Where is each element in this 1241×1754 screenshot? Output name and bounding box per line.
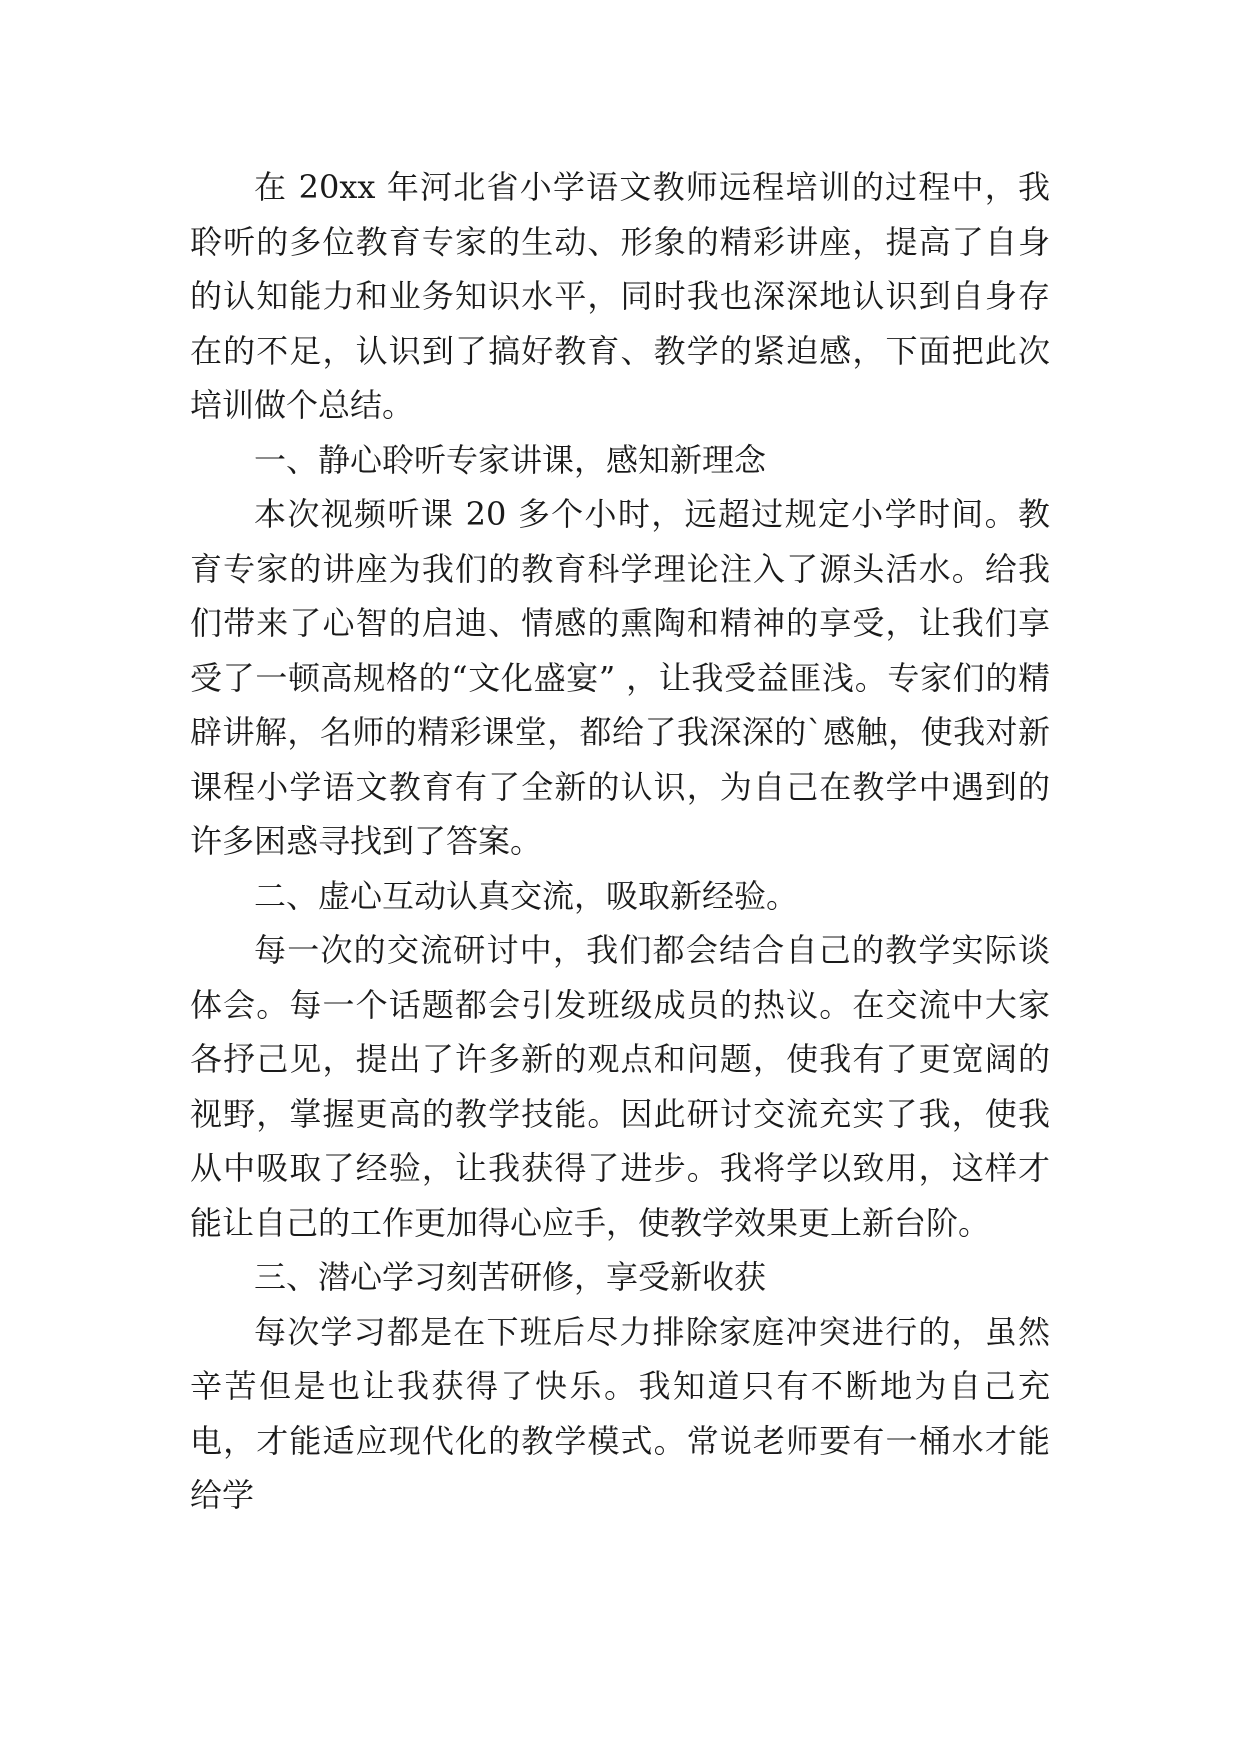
section-heading-1: 一、静心聆听专家讲课，感知新理念 — [254, 440, 767, 479]
section-heading-3: 三、潜心学习刻苦研修，享受新收获 — [254, 1258, 767, 1296]
paragraph-section-2: 每一次的交流研讨中，我们都会结合自己的教学实际谈体会。每一个话题都会引发班级成员的热议。在交流中大家各抒己见，提出了许多新的观点和问题，使我有了更宽阔的视野，掌握更高的教学技能。因此研讨交流充实了我，使我从中吸取了经验，让我获得了进步。我将学以致用，这样才能让自己的工作更加得心应手，使教学效果更上新台阶。 — [190, 931, 1050, 1242]
paragraph-intro: 在 20xx 年河北省小学语文教师远程培训的过程中，我聆听的多位教育专家的生动、形象的精彩讲座，提高了自身的认知能力和业务知识水平，同时我也深深地认识到自身存在的不足，认识到了搞好教育、教学的紧迫感，下面把此次培训做个总结。 — [190, 168, 1050, 424]
paragraph-section-3: 每次学习都是在下班后尽力排除家庭冲突进行的，虽然辛苦但是也让我获得了快乐。我知道只有不断地为自己充电，才能适应现代化的教学模式。常说老师要有一桶水才能给学 — [190, 1312, 1050, 1514]
document-body — [190, 160, 1050, 1523]
paragraph-section-1: 本次视频听课 20 多个小时，远超过规定小学时间。教育专家的讲座为我们的教育科学理论注入了源头活水。给我们带来了心智的启迪、情感的熏陶和精神的享受，让我们享受了一顿高规格的“文化盛宴” ，让我受益匪浅。专家们的精辟讲解，名师的精彩课堂，都给了我深深的`感触，使我对新课程小学语文教育有了全新的认识，为自己在教学中遇到的许多困惑寻找到了答案。 — [190, 495, 1050, 860]
section-heading-2: 二、虚心互动认真交流，吸取新经验。 — [254, 876, 799, 915]
